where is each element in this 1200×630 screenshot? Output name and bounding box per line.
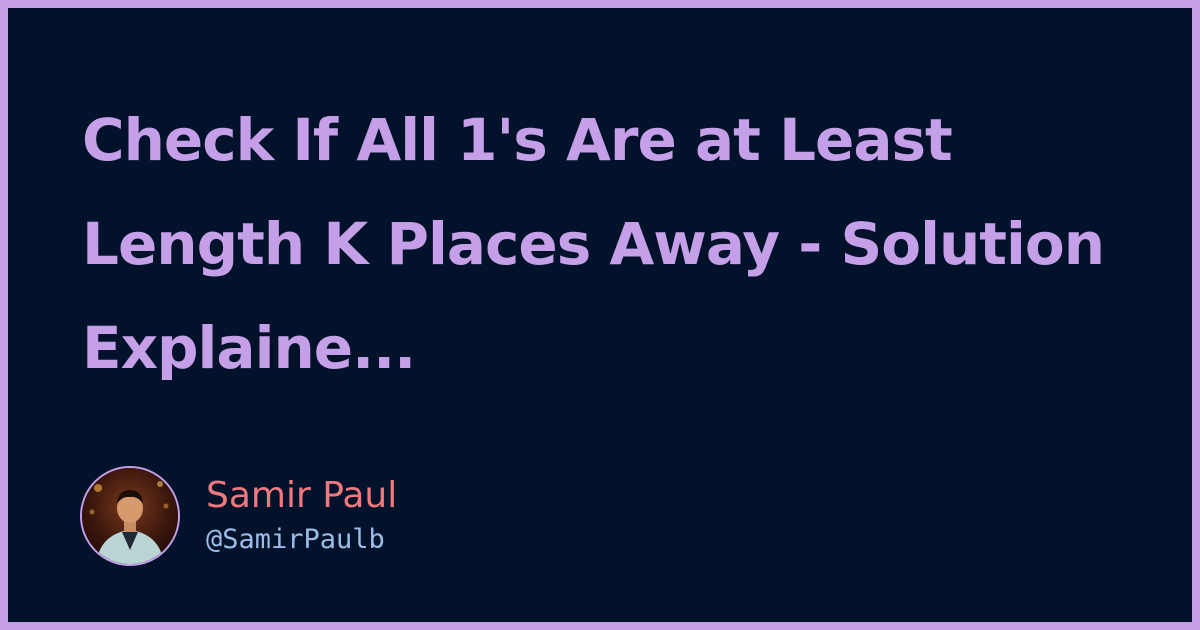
author-block [80,466,397,566]
post-title: Check If All 1's Are at Least Length K Places Away - Solution Explaine... [82,106,1105,382]
author-name: Samir Paul [206,475,398,516]
author-info [206,474,397,558]
author-handle: @SamirPaulb [206,524,385,555]
person-portrait-icon [82,468,178,564]
avatar [80,466,180,566]
